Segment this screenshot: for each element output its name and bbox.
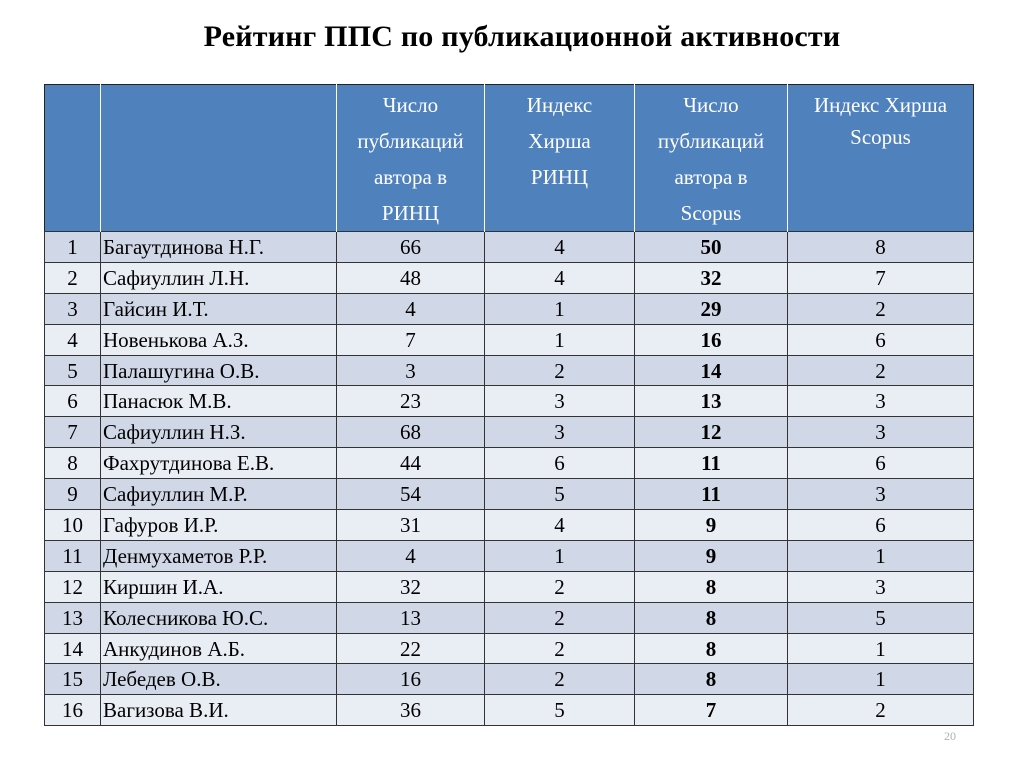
cell-author-name: Палашугина О.В. — [101, 355, 337, 386]
table-row — [45, 633, 974, 664]
cell-author-name: Лебедев О.В. — [101, 664, 337, 695]
cell-scopus-hirsch: 2 — [788, 355, 974, 386]
cell-scopus-pubs: 32 — [635, 262, 788, 293]
cell-scopus-hirsch: 3 — [788, 417, 974, 448]
cell-number: 15 — [45, 664, 101, 695]
cell-rinc-pubs: 3 — [337, 355, 485, 386]
cell-scopus-hirsch: 2 — [788, 293, 974, 324]
table-row — [45, 293, 974, 324]
cell-rinc-pubs: 54 — [337, 479, 485, 510]
cell-scopus-pubs: 11 — [635, 479, 788, 510]
cell-scopus-hirsch: 5 — [788, 602, 974, 633]
cell-rinc-hirsch: 1 — [485, 293, 635, 324]
cell-rinc-hirsch: 2 — [485, 571, 635, 602]
header-number — [45, 85, 101, 232]
table-row — [45, 324, 974, 355]
cell-scopus-pubs: 29 — [635, 293, 788, 324]
cell-scopus-hirsch: 6 — [788, 510, 974, 541]
cell-scopus-pubs: 7 — [635, 695, 788, 726]
cell-number: 11 — [45, 540, 101, 571]
cell-author-name: Колесникова Ю.С. — [101, 602, 337, 633]
cell-rinc-pubs: 44 — [337, 448, 485, 479]
cell-rinc-pubs: 13 — [337, 602, 485, 633]
cell-scopus-pubs: 8 — [635, 602, 788, 633]
cell-scopus-pubs: 8 — [635, 664, 788, 695]
cell-author-name: Новенькова А.З. — [101, 324, 337, 355]
table-header-row — [45, 85, 974, 232]
cell-scopus-pubs: 16 — [635, 324, 788, 355]
cell-rinc-hirsch: 1 — [485, 324, 635, 355]
cell-scopus-pubs: 50 — [635, 232, 788, 263]
cell-rinc-hirsch: 4 — [485, 262, 635, 293]
cell-author-name: Багаутдинова Н.Г. — [101, 232, 337, 263]
cell-rinc-hirsch: 1 — [485, 540, 635, 571]
table-row — [45, 695, 974, 726]
cell-rinc-pubs: 32 — [337, 571, 485, 602]
cell-rinc-hirsch: 3 — [485, 386, 635, 417]
table-row — [45, 232, 974, 263]
cell-author-name: Сафиуллин Н.З. — [101, 417, 337, 448]
page-number: 20 — [944, 729, 956, 743]
cell-number: 3 — [45, 293, 101, 324]
cell-rinc-pubs: 48 — [337, 262, 485, 293]
cell-rinc-hirsch: 6 — [485, 448, 635, 479]
cell-rinc-pubs: 23 — [337, 386, 485, 417]
cell-number: 7 — [45, 417, 101, 448]
page-title: Рейтинг ППС по публикационной активности — [203, 20, 841, 53]
table-row — [45, 417, 974, 448]
cell-scopus-hirsch: 3 — [788, 386, 974, 417]
cell-scopus-pubs: 12 — [635, 417, 788, 448]
cell-number: 8 — [45, 448, 101, 479]
cell-scopus-hirsch: 6 — [788, 448, 974, 479]
cell-number: 14 — [45, 633, 101, 664]
cell-number: 10 — [45, 510, 101, 541]
table-body — [45, 232, 974, 726]
cell-scopus-pubs: 8 — [635, 571, 788, 602]
cell-author-name: Сафиуллин Л.Н. — [101, 262, 337, 293]
table-row — [45, 602, 974, 633]
header-scopus-hirsch: Индекс Хирша Scopus — [788, 85, 974, 232]
cell-scopus-hirsch: 1 — [788, 540, 974, 571]
cell-author-name: Киршин И.А. — [101, 571, 337, 602]
table-row — [45, 448, 974, 479]
cell-author-name: Денмухаметов Р.Р. — [101, 540, 337, 571]
cell-rinc-hirsch: 5 — [485, 479, 635, 510]
cell-rinc-hirsch: 3 — [485, 417, 635, 448]
cell-rinc-pubs: 66 — [337, 232, 485, 263]
cell-rinc-pubs: 4 — [337, 540, 485, 571]
cell-rinc-pubs: 36 — [337, 695, 485, 726]
cell-scopus-pubs: 8 — [635, 633, 788, 664]
cell-rinc-hirsch: 2 — [485, 664, 635, 695]
cell-scopus-pubs: 14 — [635, 355, 788, 386]
cell-scopus-pubs: 11 — [635, 448, 788, 479]
cell-rinc-pubs: 4 — [337, 293, 485, 324]
cell-author-name: Гафуров И.Р. — [101, 510, 337, 541]
cell-scopus-hirsch: 6 — [788, 324, 974, 355]
cell-author-name: Фахрутдинова Е.В. — [101, 448, 337, 479]
header-rinc-pubs: Число публикаций автора в РИНЦ — [337, 85, 485, 232]
cell-author-name: Панасюк М.В. — [101, 386, 337, 417]
table-row — [45, 355, 974, 386]
cell-number: 2 — [45, 262, 101, 293]
cell-number: 6 — [45, 386, 101, 417]
cell-number: 13 — [45, 602, 101, 633]
cell-scopus-hirsch: 7 — [788, 262, 974, 293]
cell-number: 16 — [45, 695, 101, 726]
cell-scopus-pubs: 9 — [635, 510, 788, 541]
cell-rinc-hirsch: 2 — [485, 633, 635, 664]
cell-rinc-hirsch: 4 — [485, 232, 635, 263]
cell-number: 9 — [45, 479, 101, 510]
header-name — [101, 85, 337, 232]
cell-scopus-hirsch: 1 — [788, 664, 974, 695]
cell-scopus-hirsch: 3 — [788, 571, 974, 602]
cell-rinc-pubs: 31 — [337, 510, 485, 541]
cell-rinc-hirsch: 2 — [485, 355, 635, 386]
cell-rinc-pubs: 68 — [337, 417, 485, 448]
cell-scopus-pubs: 9 — [635, 540, 788, 571]
cell-scopus-hirsch: 8 — [788, 232, 974, 263]
cell-scopus-hirsch: 1 — [788, 633, 974, 664]
cell-rinc-pubs: 7 — [337, 324, 485, 355]
cell-scopus-hirsch: 2 — [788, 695, 974, 726]
cell-rinc-pubs: 22 — [337, 633, 485, 664]
cell-number: 1 — [45, 232, 101, 263]
table-row — [45, 540, 974, 571]
cell-author-name: Сафиуллин М.Р. — [101, 479, 337, 510]
table-row — [45, 386, 974, 417]
cell-rinc-hirsch: 5 — [485, 695, 635, 726]
rating-table — [44, 84, 974, 726]
table-row — [45, 664, 974, 695]
cell-author-name: Гайсин И.Т. — [101, 293, 337, 324]
table-row — [45, 479, 974, 510]
cell-scopus-hirsch: 3 — [788, 479, 974, 510]
cell-number: 4 — [45, 324, 101, 355]
cell-scopus-pubs: 13 — [635, 386, 788, 417]
cell-rinc-hirsch: 4 — [485, 510, 635, 541]
header-rinc-hirsch: Индекс Хирша РИНЦ — [485, 85, 635, 232]
header-scopus-pubs: Число публикаций автора в Scopus — [635, 85, 788, 232]
table-row — [45, 510, 974, 541]
cell-author-name: Вагизова В.И. — [101, 695, 337, 726]
cell-rinc-hirsch: 2 — [485, 602, 635, 633]
cell-author-name: Анкудинов А.Б. — [101, 633, 337, 664]
table-row — [45, 571, 974, 602]
table-row — [45, 262, 974, 293]
cell-rinc-pubs: 16 — [337, 664, 485, 695]
cell-number: 5 — [45, 355, 101, 386]
cell-number: 12 — [45, 571, 101, 602]
